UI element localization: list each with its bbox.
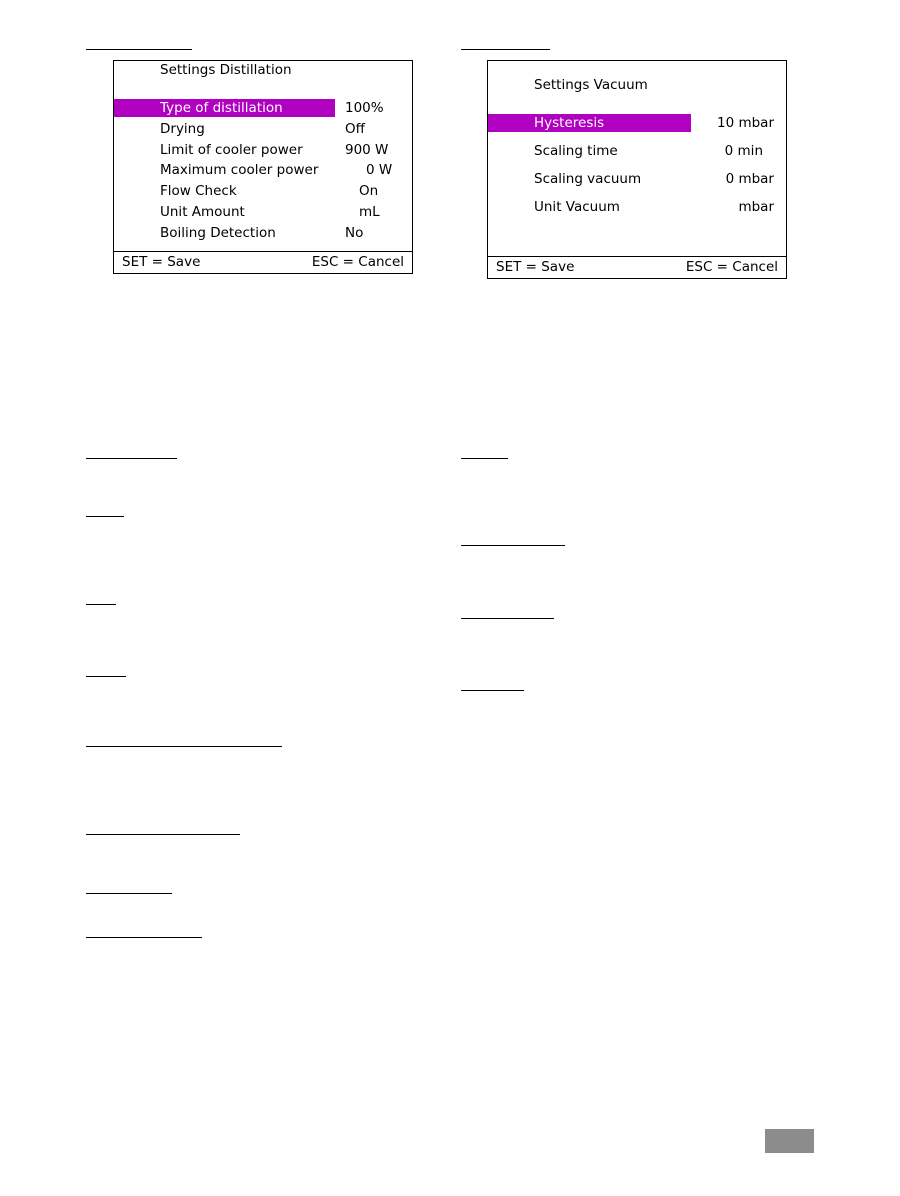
- section-rule-8: [86, 937, 202, 938]
- heading-rule-distillation: [86, 49, 192, 50]
- section-rule-4: [86, 676, 126, 677]
- menu-row-maximum-cooler-power[interactable]: [114, 161, 412, 179]
- section-rule-9: [461, 458, 508, 459]
- menu-row-label: Drying: [160, 121, 205, 137]
- section-rule-3: [86, 604, 116, 605]
- menu-row-label: Scaling time: [534, 143, 618, 159]
- menu-row-value: 10 mbar: [716, 115, 774, 131]
- menu-row-value: 0 W: [366, 162, 393, 178]
- vacuum-screen-title: Settings Vacuum: [534, 77, 648, 93]
- screen-footer: [114, 251, 412, 273]
- menu-row-hysteresis[interactable]: [488, 114, 786, 132]
- menu-row-scaling-vacuum[interactable]: [488, 170, 786, 188]
- section-rule-2: [86, 516, 124, 517]
- screen-footer: [488, 256, 786, 278]
- menu-row-label: Unit Amount: [160, 204, 245, 220]
- section-rule-1: [86, 458, 177, 459]
- menu-row-drying[interactable]: [114, 120, 412, 138]
- menu-row-value: mbar: [738, 199, 774, 215]
- cancel-hint: ESC = Cancel: [685, 259, 778, 275]
- menu-row-value: 100%: [345, 100, 384, 116]
- menu-row-value: Off: [345, 121, 365, 137]
- menu-row-value: No: [345, 225, 364, 241]
- save-hint: SET = Save: [496, 259, 575, 275]
- section-rule-10: [461, 545, 565, 546]
- menu-row-label: Boiling Detection: [160, 225, 276, 241]
- menu-row-unit-vacuum[interactable]: [488, 198, 786, 216]
- save-hint: SET = Save: [122, 254, 201, 270]
- menu-row-limit-of-cooler-power[interactable]: [114, 141, 412, 159]
- menu-row-value: On: [359, 183, 379, 199]
- page-number-tab: [765, 1129, 814, 1153]
- menu-row-label: Type of distillation: [160, 100, 283, 116]
- menu-row-unit-amount[interactable]: [114, 203, 412, 221]
- menu-row-label: Maximum cooler power: [160, 162, 319, 178]
- distillation-settings-screen: [113, 60, 413, 274]
- cancel-hint: ESC = Cancel: [311, 254, 404, 270]
- menu-row-scaling-time[interactable]: [488, 142, 786, 160]
- menu-row-label: Hysteresis: [534, 115, 605, 131]
- vacuum-settings-screen: [487, 60, 787, 279]
- menu-row-type-of-distillation[interactable]: [114, 99, 412, 117]
- menu-row-value: 0 mbar: [725, 171, 774, 187]
- menu-row-label: Limit of cooler power: [160, 142, 303, 158]
- menu-row-value: 900 W: [345, 142, 389, 158]
- section-rule-12: [461, 690, 524, 691]
- menu-row-label: Unit Vacuum: [534, 199, 620, 215]
- section-rule-5: [86, 746, 282, 747]
- section-rule-6: [86, 834, 240, 835]
- menu-row-boiling-detection[interactable]: [114, 224, 412, 242]
- section-rule-11: [461, 618, 554, 619]
- distillation-screen-title: Settings Distillation: [160, 62, 292, 78]
- menu-row-flow-check[interactable]: [114, 182, 412, 200]
- menu-row-label: Flow Check: [160, 183, 237, 199]
- section-rule-7: [86, 893, 172, 894]
- menu-row-value: 0 min: [724, 143, 763, 159]
- menu-row-value: mL: [359, 204, 380, 220]
- menu-row-label: Scaling vacuum: [534, 171, 642, 187]
- heading-rule-vacuum: [461, 49, 550, 50]
